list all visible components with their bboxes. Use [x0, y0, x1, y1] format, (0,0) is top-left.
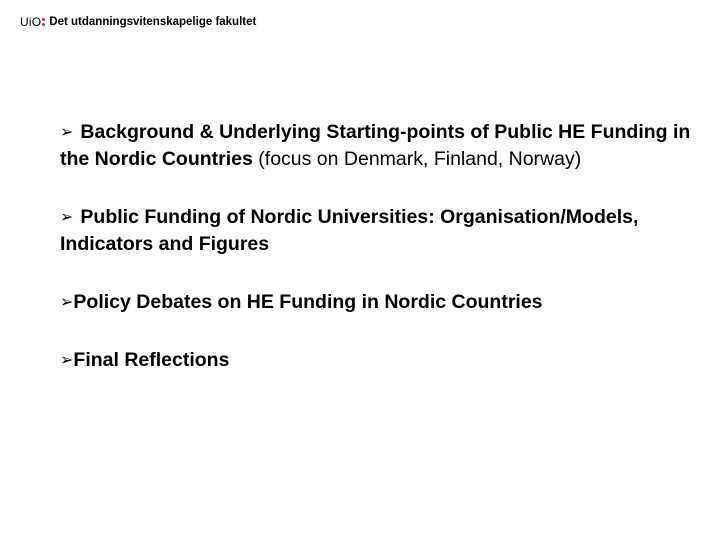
agenda-item-policy-debates: [60, 288, 700, 316]
agenda-item-bold-text: Public Funding of Nordic Universities: Organisation/Models, Indicators and Figures: [60, 206, 639, 255]
faculty-name: Det utdanningsvitenskapelige fakultet: [49, 16, 257, 28]
slide-header: [20, 13, 256, 31]
agenda-item-background: [60, 118, 700, 173]
agenda-item-final-reflections: [60, 346, 700, 374]
arrow-bullet-icon: ➢: [60, 207, 74, 226]
uio-logo: [20, 15, 49, 29]
slide-content: [60, 118, 700, 374]
logo-dot-top: [42, 18, 45, 21]
agenda-item-bold-text: Policy Debates on HE Funding in Nordic Countries: [73, 291, 543, 313]
agenda-item-bold-text: Final Reflections: [73, 349, 230, 371]
agenda-item-public-funding: [60, 203, 700, 258]
arrow-bullet-icon: ➢: [60, 350, 74, 369]
agenda-item-normal-text: (focus on Denmark, Finland, Norway): [252, 148, 582, 170]
arrow-bullet-icon: ➢: [60, 122, 74, 141]
logo-letter-i: i: [28, 15, 32, 29]
arrow-bullet-icon: ➢: [60, 292, 74, 311]
logo-dot-bottom: [42, 23, 45, 26]
logo-letter-u: U: [20, 15, 29, 29]
logo-dots-icon: [42, 16, 45, 28]
agenda-item-bold-text: Background & Underlying Starting-points of Public HE Funding in the Nordic Countries: [60, 121, 691, 170]
logo-letter-o: O: [31, 15, 42, 29]
